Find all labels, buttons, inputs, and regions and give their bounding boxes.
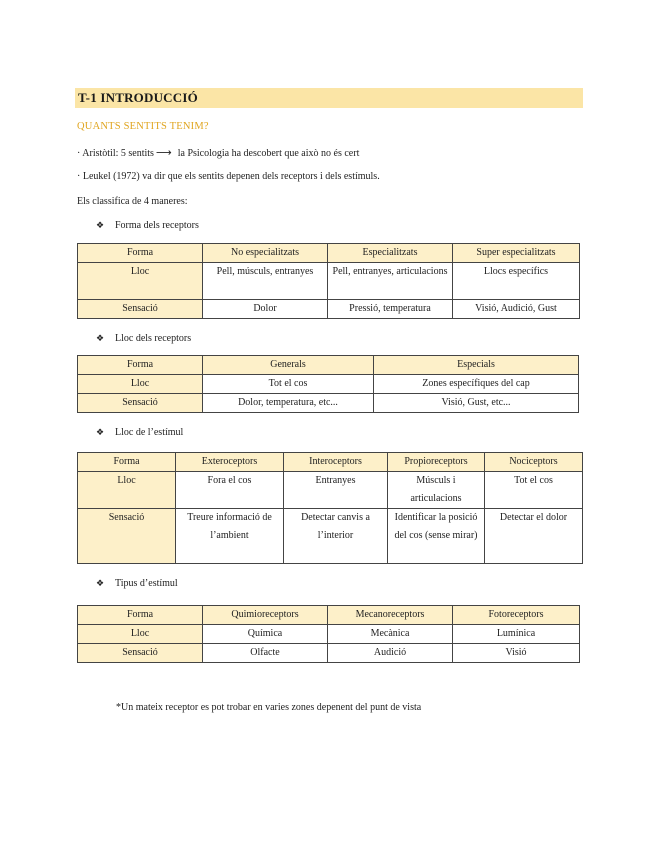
table-header-cell: Generals: [203, 356, 374, 375]
table-tipus-estimul: [77, 605, 580, 663]
diamond-bullet-icon: ❖: [96, 428, 105, 438]
table-header-cell: Forma: [78, 606, 203, 625]
page-title: T-1 INTRODUCCIÓ: [78, 90, 198, 105]
table-cell: Pressió, temperatura: [328, 300, 453, 319]
diamond-bullet-icon: ❖: [96, 579, 105, 589]
table-cell: Llocs específics: [453, 263, 580, 300]
classifica-line: Els classifica de 4 maneres:: [77, 196, 188, 207]
table-row-label: Lloc: [78, 625, 203, 644]
section-heading: [96, 333, 191, 344]
table-cell: Fora el cos: [176, 472, 284, 509]
section-heading-text: Lloc de l’estímul: [115, 427, 184, 438]
table-header-cell: Quimioreceptors: [203, 606, 328, 625]
section-heading-text: Forma dels receptors: [115, 220, 199, 231]
aristotil-text: · Aristòtil: 5 sentits: [77, 148, 154, 159]
footnote: *Un mateix receptor es pot trobar en varies zones depenent del punt de vista: [116, 702, 422, 713]
table-cell: Tot el cos: [203, 375, 374, 394]
table-row-label: Sensació: [78, 394, 203, 413]
table-cell: Identificar la posició del cos (sense mirar): [388, 509, 485, 564]
table-header-cell: Propioreceptors: [388, 453, 485, 472]
table-cell: Detectar canvis a l’interior: [284, 509, 388, 564]
table-row: [78, 644, 580, 663]
table-cell: Músculs i articulacions: [388, 472, 485, 509]
table-row-label: Sensació: [78, 644, 203, 663]
diamond-bullet-icon: ❖: [96, 221, 105, 231]
section-heading: [96, 427, 183, 438]
table-cell: Zones específiques del cap: [374, 375, 579, 394]
table-header-cell: Interoceptors: [284, 453, 388, 472]
arrow-right-icon: ⟶: [155, 146, 172, 159]
table-cell: Visió, Audició, Gust: [453, 300, 580, 319]
table-header-cell: Forma: [78, 244, 203, 263]
table-row-label: Sensació: [78, 300, 203, 319]
table-header-row: [78, 453, 583, 472]
section-subtitle: QUANTS SENTITS TENIM?: [77, 121, 209, 132]
table-row-label: Lloc: [78, 472, 176, 509]
table-cell: Visió: [453, 644, 580, 663]
table-cell: Dolor: [203, 300, 328, 319]
table-header-cell: Exteroceptors: [176, 453, 284, 472]
table-cell: Olfacte: [203, 644, 328, 663]
table-forma-receptors: [77, 243, 580, 319]
section-heading-text: Lloc dels receptors: [115, 333, 192, 344]
table-header-row: [78, 606, 580, 625]
table-row: [78, 375, 579, 394]
table-cell: Lumínica: [453, 625, 580, 644]
table-header-cell: Especialitzats: [328, 244, 453, 263]
table-header-cell: Super especialitzats: [453, 244, 580, 263]
table-row: [78, 263, 580, 300]
aristotil-line: [77, 146, 359, 159]
table-header-cell: Forma: [78, 453, 176, 472]
table-header-row: [78, 244, 580, 263]
table-header-cell: Fotoreceptors: [453, 606, 580, 625]
leukel-line: · Leukel (1972) va dir que els sentits depenen dels receptors i dels estímuls.: [77, 171, 380, 182]
diamond-bullet-icon: ❖: [96, 334, 105, 344]
table-row-label: Sensació: [78, 509, 176, 564]
table-row: [78, 394, 579, 413]
table-row: [78, 300, 580, 319]
table-cell: Pell, músculs, entranyes: [203, 263, 328, 300]
table-cell: Tot el cos: [485, 472, 583, 509]
table-cell: Dolor, temperatura, etc...: [203, 394, 374, 413]
table-row: [78, 625, 580, 644]
table-row: [78, 509, 583, 564]
table-header-cell: Forma: [78, 356, 203, 375]
table-row-label: Lloc: [78, 375, 203, 394]
table-header-cell: Mecanoreceptors: [328, 606, 453, 625]
table-cell: Visió, Gust, etc...: [374, 394, 579, 413]
table-cell: Treure informació de l’ambient: [176, 509, 284, 564]
table-header-row: [78, 356, 579, 375]
table-cell: Pell, entranyes, articulacions: [328, 263, 453, 300]
section-heading: [96, 220, 199, 231]
section-heading-text: Tipus d’estímul: [115, 578, 178, 589]
table-header-cell: No especialitzats: [203, 244, 328, 263]
table-cell: Entranyes: [284, 472, 388, 509]
table-lloc-receptors: [77, 355, 579, 413]
table-cell: Audició: [328, 644, 453, 663]
table-cell: Química: [203, 625, 328, 644]
table-header-cell: Nociceptors: [485, 453, 583, 472]
table-row: [78, 472, 583, 509]
table-cell: Detectar el dolor: [485, 509, 583, 564]
table-cell: Mecànica: [328, 625, 453, 644]
title-bar: [75, 88, 583, 108]
section-heading: [96, 578, 178, 589]
table-lloc-estimul: [77, 452, 583, 564]
table-row-label: Lloc: [78, 263, 203, 300]
table-header-cell: Especials: [374, 356, 579, 375]
aristotil-conclusion: la Psicologia ha descobert que això no és cert: [177, 148, 360, 159]
